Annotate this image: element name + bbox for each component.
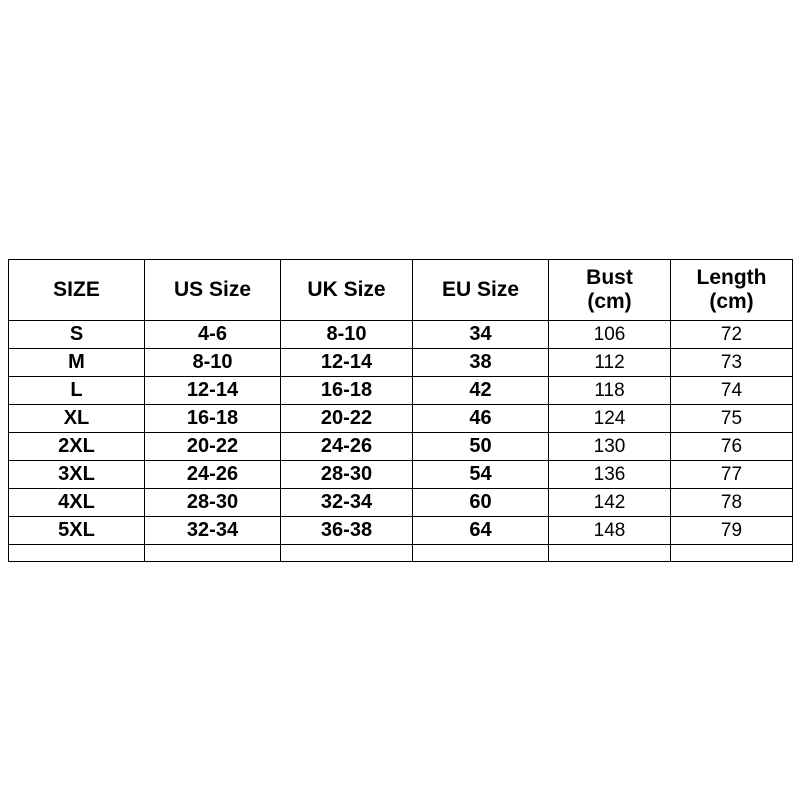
column-header-length-line2: (cm): [709, 290, 754, 313]
cell-uk: 36-38: [281, 517, 413, 545]
table-row: [9, 461, 793, 489]
cell-uk: 24-26: [281, 433, 413, 461]
cell-size: 3XL: [9, 461, 145, 489]
cell-size: S: [9, 321, 145, 349]
cell-spacer: [145, 545, 281, 562]
cell-spacer: [671, 545, 793, 562]
cell-size: 4XL: [9, 489, 145, 517]
size-chart-body: [9, 321, 793, 562]
cell-bust: 112: [549, 349, 671, 377]
column-header-bust: [549, 260, 671, 321]
table-row: [9, 517, 793, 545]
table-row: [9, 349, 793, 377]
cell-uk: 20-22: [281, 405, 413, 433]
column-header-bust-line1: Bust: [586, 266, 633, 290]
cell-length: 74: [671, 377, 793, 405]
cell-uk: 12-14: [281, 349, 413, 377]
cell-size: 5XL: [9, 517, 145, 545]
cell-length: 78: [671, 489, 793, 517]
cell-bust: 130: [549, 433, 671, 461]
column-header-length-line1: Length: [696, 266, 767, 290]
cell-uk: 28-30: [281, 461, 413, 489]
table-row: [9, 377, 793, 405]
column-header-uk-size: [281, 260, 413, 321]
column-header-eu-size-line1: EU Size: [441, 278, 520, 302]
column-header-length: [671, 260, 793, 321]
column-header-us-size-line1: US Size: [173, 278, 252, 302]
cell-uk: 8-10: [281, 321, 413, 349]
cell-us: 24-26: [145, 461, 281, 489]
cell-spacer: [413, 545, 549, 562]
size-chart-header: [9, 260, 793, 321]
table-row: [9, 433, 793, 461]
cell-eu: 46: [413, 405, 549, 433]
cell-us: 28-30: [145, 489, 281, 517]
column-header-size: [9, 260, 145, 321]
column-header-us-size: [145, 260, 281, 321]
cell-us: 8-10: [145, 349, 281, 377]
table-row: [9, 489, 793, 517]
cell-size: L: [9, 377, 145, 405]
cell-us: 32-34: [145, 517, 281, 545]
table-row-spacer: [9, 545, 793, 562]
cell-length: 79: [671, 517, 793, 545]
cell-size: M: [9, 349, 145, 377]
cell-bust: 118: [549, 377, 671, 405]
cell-length: 76: [671, 433, 793, 461]
cell-eu: 38: [413, 349, 549, 377]
cell-length: 72: [671, 321, 793, 349]
cell-eu: 60: [413, 489, 549, 517]
column-header-uk-size-line1: UK Size: [307, 278, 386, 302]
table-row: [9, 321, 793, 349]
cell-eu: 54: [413, 461, 549, 489]
cell-size: 2XL: [9, 433, 145, 461]
cell-spacer: [549, 545, 671, 562]
cell-eu: 50: [413, 433, 549, 461]
size-chart-table: [8, 259, 793, 562]
cell-eu: 64: [413, 517, 549, 545]
cell-bust: 148: [549, 517, 671, 545]
cell-uk: 16-18: [281, 377, 413, 405]
cell-eu: 34: [413, 321, 549, 349]
cell-eu: 42: [413, 377, 549, 405]
cell-length: 73: [671, 349, 793, 377]
cell-bust: 106: [549, 321, 671, 349]
column-header-eu-size: [413, 260, 549, 321]
cell-length: 77: [671, 461, 793, 489]
cell-length: 75: [671, 405, 793, 433]
cell-us: 16-18: [145, 405, 281, 433]
cell-us: 12-14: [145, 377, 281, 405]
cell-size: XL: [9, 405, 145, 433]
cell-bust: 142: [549, 489, 671, 517]
cell-uk: 32-34: [281, 489, 413, 517]
cell-us: 20-22: [145, 433, 281, 461]
column-header-bust-line2: (cm): [587, 290, 632, 313]
cell-spacer: [281, 545, 413, 562]
table-row: [9, 405, 793, 433]
cell-bust: 124: [549, 405, 671, 433]
cell-bust: 136: [549, 461, 671, 489]
cell-spacer: [9, 545, 145, 562]
cell-us: 4-6: [145, 321, 281, 349]
header-row: [9, 260, 793, 321]
column-header-size-line1: SIZE: [53, 278, 100, 302]
